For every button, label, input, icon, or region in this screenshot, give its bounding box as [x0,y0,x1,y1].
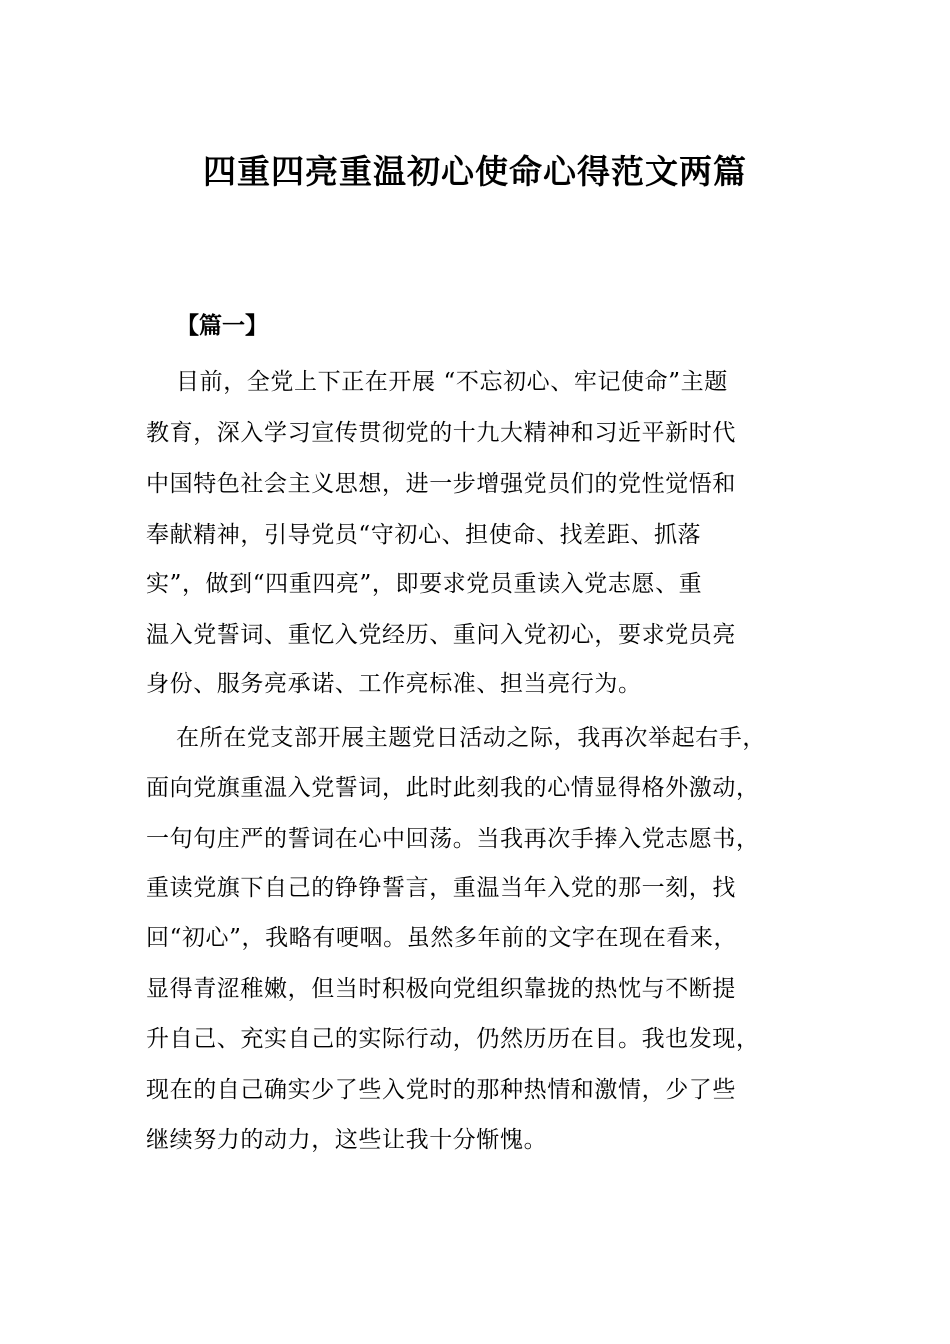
paragraph-line: 升自己、充实自己的实际行动，仍然历历在目。我也发现， [146,1026,760,1052]
paragraph-line: 回“初心”，我略有哽咽。虽然多年前的文字在现在看来， [146,925,738,951]
paragraph-line: 温入党誓词、重忆入党经历、重问入党初心，要求党员亮 [146,622,736,648]
paragraph-line: 在所在党支部开展主题党日活动之际，我再次举起右手， [176,725,766,751]
paragraph-line: 教育，深入学习宣传贯彻党的十九大精神和习近平新时代 [146,420,736,446]
paragraph-line: 中国特色社会主义思想，进一步增强党员们的党性觉悟和 [146,471,736,497]
paragraph-line: 面向党旗重温入党誓词，此时此刻我的心情显得格外激动， [146,775,760,801]
paragraph-line: 继续努力的动力，这些让我十分惭愧。 [146,1127,548,1153]
paragraph-line: 身份、服务亮承诺、工作亮标准、担当亮行为。 [146,671,642,697]
paragraph-line: 目前，全党上下正在开展 “不忘初心、牢记使命”主题 [176,369,728,395]
paragraph-line: 实”，做到“四重四亮”，即要求党员重读入党志愿、重 [146,571,703,597]
paragraph-line: 显得青涩稚嫩，但当时积极向党组织靠拢的热忱与不断提 [146,976,736,1002]
paragraph-line: 重读党旗下自己的铮铮誓言，重温当年入党的那一刻，找 [146,875,736,901]
paragraph-line: 一句句庄严的誓词在心中回荡。当我再次手捧入党志愿书， [146,826,760,852]
document-title: 四重四亮重温初心使命心得范文两篇 [203,152,747,191]
paragraph-line: 奉献精神，引导党员“守初心、担使命、找差距、抓落 [146,522,702,548]
section-label: 【篇一】 [176,312,268,339]
paragraph-line: 现在的自己确实少了些入党时的那种热情和激情，少了些 [146,1077,736,1103]
